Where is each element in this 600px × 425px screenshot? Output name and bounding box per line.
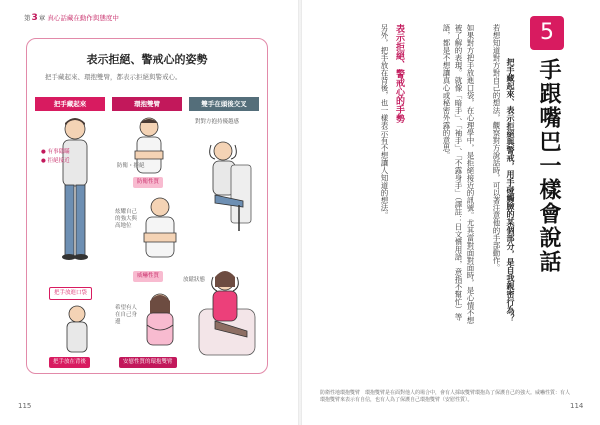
chapter-header (24, 13, 119, 23)
panel-title: 表示拒絕、警戒心的姿勢 (86, 53, 208, 66)
tag-intimidating: 威嚇性質 (133, 271, 163, 282)
tag-defensive: 防衛性質 (133, 177, 163, 188)
column-hands-behind-head (189, 97, 259, 111)
chapter-number: 3 (31, 13, 38, 23)
body-paragraph-2: 如果對方把手放進口袋，在心理學中，是拒絕接近的訊號。尤其當對面對面時，是心情不想被了解的表現。就像「暗手」、「袖手」、「不露身手」（譯註：日文慣用語，意指不幫忙）等語，都是不想讓真心或秘密外露的意思。 (442, 24, 475, 324)
column-header: 雙手在頭後交叉 (189, 97, 259, 111)
page-number-right: 114 (570, 402, 584, 410)
chapter-suffix: 章 (38, 14, 46, 22)
figure-hands-behind-back (57, 304, 97, 354)
page-number-left: 115 (18, 402, 32, 410)
illustration-panel (26, 38, 268, 374)
main-subtitle: 把手藏起來、表示拒絕與警戒，用手碰觸臉的某個部分，是自我親密行為？ (506, 58, 516, 322)
caption-show-power: 炫耀自己的強大與高地位 (115, 209, 138, 229)
column-header: 把手藏起來 (35, 97, 105, 111)
chapter-label: 第 (24, 14, 31, 22)
main-title: 手跟嘴巴一樣會說話 (536, 58, 562, 274)
section-number-badge: 5 (530, 16, 564, 50)
body-paragraph-1: 若想知道對方對自己的想法，觀察對方說話時，可以著注意他的手部動作。 (492, 24, 501, 272)
caption-want-company: 希望有人在自己身邊 (115, 305, 138, 325)
tag-comforting: 安慰性質的環抱雙臂 (119, 357, 177, 368)
caption-refuse: ● 拒絕接近 (41, 158, 70, 164)
body-text-area (308, 24, 502, 342)
caption-relaxed: 放鬆狀態 (183, 277, 206, 283)
body-paragraph-3: 另外，把手放在背後，也一樣表示有不想讓人知道的想法。 (380, 24, 389, 219)
right-page (300, 0, 600, 425)
tag-hands-behind: 把手放在背後 (49, 357, 90, 368)
column-header: 環抱雙臂 (112, 97, 182, 111)
figure-relaxed-woman (197, 265, 257, 365)
column-cross-arms (112, 97, 182, 111)
figure-hands-behind-head-sitting (203, 135, 257, 235)
caption-hiding: ● 有事隱瞞 (41, 149, 70, 155)
section-heading: 表示拒絕、警戒心的手勢 (394, 24, 404, 123)
figure-self-hug (137, 291, 183, 347)
tag-hands-in-pocket: 把手放進口袋 (49, 287, 92, 300)
figure-hands-in-pocket (53, 115, 97, 285)
footnote: 防衛性地環抱雙臂 環抱雙臂是在面對他人的場合中，會有人採取雙臂環抱為了保護自己的強大。威嚇性質：有人環抱雙臂來表示有自信，也有人為了保護自己環抱雙臂（安慰性質）。 (320, 390, 571, 403)
caption-defense: 防衛・拒絕 (117, 163, 145, 169)
figure-crossed-arms-intimidating (135, 195, 185, 267)
panel-subtitle: 把手藏起來、環抱雙臂，都表示拒絕與警戒心。 (45, 73, 182, 81)
column-hide-hands (35, 97, 105, 111)
caption-superiority: 對對方抱持優越感 (195, 119, 240, 125)
chapter-title: 真心話藏在動作與態度中 (47, 14, 119, 22)
